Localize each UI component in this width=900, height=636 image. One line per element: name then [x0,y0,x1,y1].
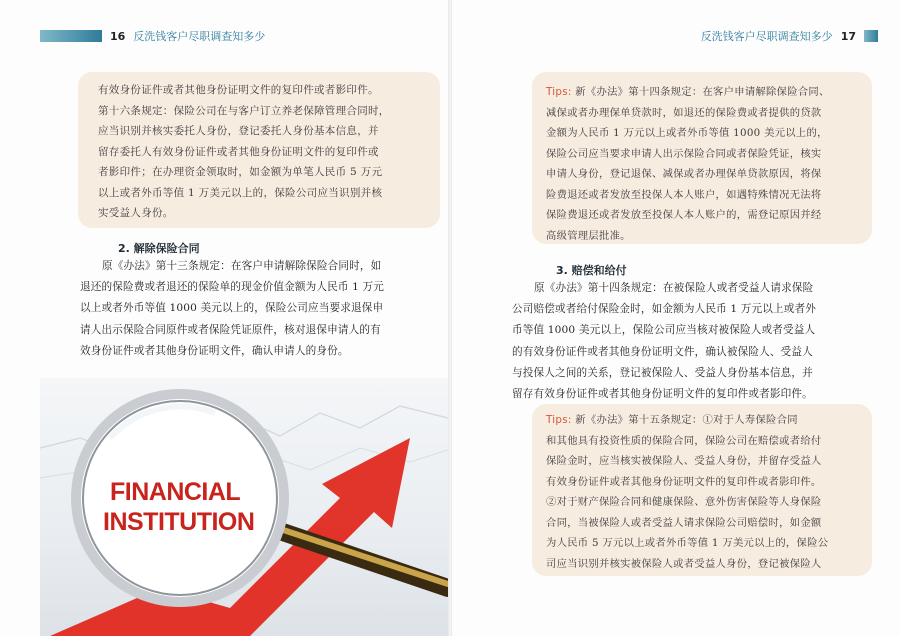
body-line: 与投保人之间的关系，登记被保险人、受益人身份基本信息，并 [512,366,813,379]
tip-line: 新《办法》第十四条规定：在客户申请解除保险合同、 [571,86,830,98]
running-title: 反洗钱客户尽职调查知多少 [133,30,266,43]
illustration-graphic [40,378,448,636]
tip-line: 有效身份证件或者其他身份证明文件的复印件或者影印件。 [546,475,822,488]
tip-line: 险费退还或者发放至投保人本人账户，如遇特殊情况无法将 [546,188,822,201]
body-line: 原《办法》第十四条规定：在被保险人或者受益人请求保险 [534,282,814,294]
right-page [452,0,900,636]
tip-line: 有效身份证件或者其他身份证明文件的复印件或者影印件。 [98,84,379,96]
header-accent-bar [40,30,102,42]
body-line: 请人出示保险合同原件或者保险凭证原件，核对退保申请人的有 [80,323,381,336]
tip-line: 者影印件；在办理资金领取时，如金额为单笔人民币 5 万元 [98,166,383,178]
tip-box [532,72,872,244]
tip-label: Tips: [546,86,572,98]
tip-line: 申请人身份，登记退保、减保或者办理保单贷款原因，将保 [546,168,822,180]
tip-line: 新《办法》第十五条规定：①对于人寿保险合同 [571,414,798,426]
body-line: 币等值 1000 美元以上，保险公司应当核对被保险人或者受益人 [512,324,816,337]
tip-label: Tips: [546,414,572,426]
body-line: 的有效身份证件或者其他身份证明文件，确认被保险人、受益人 [512,345,813,358]
tip-line: 高级管理层批准。 [546,229,631,242]
body-line: 效身份证件或者其他身份证明文件，确认申请人的身份。 [80,344,349,357]
tip-line: 第十六条规定：保险公司在与客户订立养老保障管理合同时， [98,104,390,117]
illustration-text-line1: FINANCIAL [110,478,241,506]
body-line: 退还的保险费或者退还的保险单的现金价值金额为人民币 1 万元 [80,281,385,294]
tip-line: 合同，当被保险人或者受益人请求保险公司赔偿时，如金额 [546,516,822,529]
body-line: 以上或者外币等值 1000 美元以上的，保险公司应当要求退保申 [80,302,384,315]
section-heading: 2. 解除保险合同 [118,242,200,255]
body-paragraph [512,278,898,405]
left-page-header [0,26,448,46]
tip-line: 保险金时，应当核实被保险人、受益人身份，并留存受益人 [546,455,822,467]
tip-line: 和其他具有投资性质的保险合同，保险公司在赔偿或者给付 [546,434,822,447]
tip-line: 保险公司应当要求申请人出示保险合同或者保险凭证，核实 [546,147,822,160]
tip-line: 减保或者办理保单贷款时，如退还的保险费或者提供的贷款 [546,106,822,119]
tip-line: 应当识别并核实委托人身份，登记委托人身份基本信息，并 [98,125,379,137]
right-page-header [452,26,900,46]
page-number: 16 [110,29,126,43]
tip-line: 金额为人民币 1 万元以上或者外币等值 1000 美元以上的， [546,127,828,139]
tip-box [532,404,872,576]
page-number: 17 [840,29,856,43]
tip-line: 实受益人身份。 [98,207,174,219]
tip-line: ②对于财产保险合同和健康保险、意外伤害保险等人身保险 [546,496,822,508]
tip-line: 为人民币 5 万元以上或者外币等值 1 万美元以上的，保险公 [546,537,829,549]
illustration-text-line2: INSTITUTION [103,508,255,536]
header-accent-bar [864,30,878,42]
body-line: 公司赔偿或者给付保险金时，如金额为人民币 1 万元以上或者外 [512,303,817,316]
tip-box [78,72,440,228]
tip-line: 以上或者外币等值 1 万美元以上的，保险公司应当识别并核 [98,186,383,199]
tip-line: 司应当识别并核实被保险人或者受益人身份，登记被保险人 [546,557,822,570]
body-line: 留存有效身份证件或者其他身份证明文件的复印件或者影印件。 [512,388,813,401]
tip-line: 保险费退还或者发放至投保人本人账户的，需登记原因并经 [546,209,822,221]
section-heading: 3. 赔偿和给付 [556,264,627,277]
financial-institution-illustration [40,378,448,636]
body-line: 原《办法》第十三条规定：在客户申请解除保险合同时，如 [102,260,382,272]
left-page [0,0,448,636]
running-title: 反洗钱客户尽职调查知多少 [700,30,833,43]
body-paragraph [80,256,446,362]
tip-line: 留存委托人有效身份证件或者其他身份证明文件的复印件或 [98,145,379,158]
